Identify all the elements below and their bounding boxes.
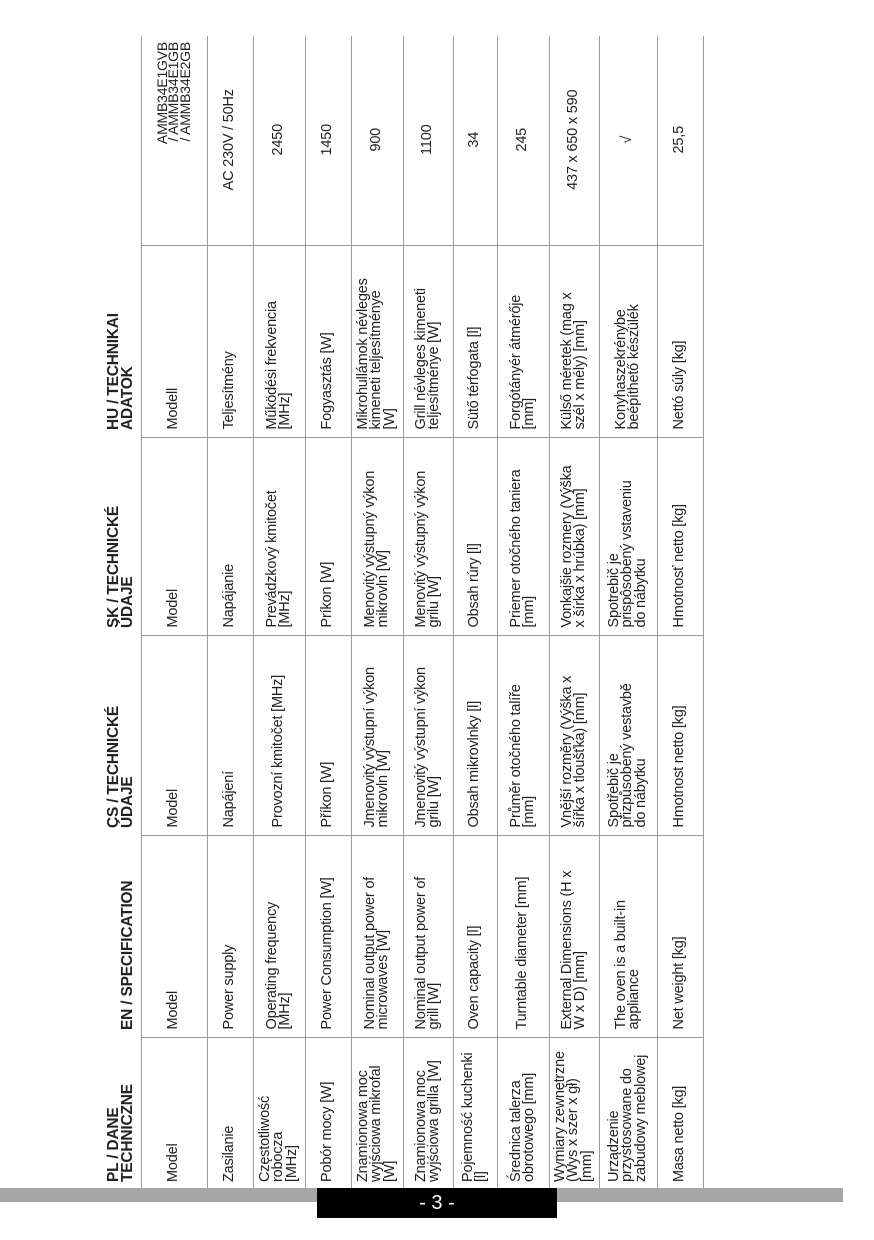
cell-hu [657, 246, 703, 438]
table-row [305, 36, 351, 1190]
cell-cs [305, 636, 351, 836]
table-row [453, 36, 497, 1190]
cell-sk [305, 438, 351, 636]
cell-text: Model [165, 991, 182, 1030]
cell-cs [657, 636, 703, 836]
cell-text: Príkon [W] [319, 561, 336, 628]
cell-pl [497, 1038, 549, 1190]
cell-hu [207, 246, 253, 438]
cell-text: Příkon [W] [319, 761, 336, 828]
cell-pl [141, 1038, 207, 1190]
cell-cs [141, 636, 207, 836]
cell-text: Spotřebič je přizpůsobený vestavbě do nábytku [605, 683, 649, 828]
cell-en [305, 836, 351, 1038]
cell-text: Power Consumption [W] [319, 877, 336, 1030]
cell-sk [141, 438, 207, 636]
cell-en [549, 836, 599, 1038]
cell-sk [403, 438, 453, 636]
cell-text: 34 [466, 131, 483, 148]
cell-text: Model [165, 1143, 182, 1182]
cell-cs [403, 636, 453, 836]
cell-en [141, 836, 207, 1038]
cell-en [403, 836, 453, 1038]
cell-en [351, 836, 403, 1038]
cell-en [497, 836, 549, 1038]
table-row [657, 36, 703, 1190]
cell-text: AMMB34E1GVB / AMMB34E1GB / AMMB34E2GB [153, 42, 193, 145]
cell-value [549, 36, 599, 246]
cell-text: Provozní kmitočet [MHz] [270, 674, 287, 828]
header-value [65, 36, 141, 246]
cell-hu [141, 246, 207, 438]
cell-text: Obsah mikrovlnky [l] [466, 700, 483, 828]
cell-text: Znamionowa moc wyjściowa grilla [W] [412, 1060, 442, 1182]
cell-pl [403, 1038, 453, 1190]
cell-text: Net weight [kg] [671, 936, 688, 1030]
cell-text: Napájanie [221, 564, 238, 628]
cell-value [351, 36, 403, 246]
header-hu: HU / TECHNIKAI ADATOK [65, 246, 141, 438]
cell-text: 900 [368, 127, 385, 152]
cell-text: √ [619, 135, 636, 144]
cell-pl [549, 1038, 599, 1190]
cell-pl [253, 1038, 305, 1190]
cell-hu [403, 246, 453, 438]
cell-value [453, 36, 497, 246]
table-row [599, 36, 657, 1190]
cell-cs [351, 636, 403, 836]
cell-text: Nominal output power of microwaves [W] [361, 876, 391, 1030]
cell-text: 1100 [419, 124, 436, 155]
cell-text: Power supply [221, 944, 238, 1030]
cell-text: 2450 [270, 124, 287, 156]
cell-text: Spotrebič je prispôsobený vstaveniu do nábytku [605, 480, 649, 628]
cell-text: 25,5 [671, 126, 688, 154]
table-row [351, 36, 403, 1190]
cell-hu [599, 246, 657, 438]
cell-text: Zasilanie [221, 1125, 238, 1182]
cell-cs [599, 636, 657, 836]
cell-pl [207, 1038, 253, 1190]
cell-text: Jmenovitý výstupní výkon grilu [W] [412, 667, 442, 828]
cell-text: External Dimensions (H x W x D) [mm] [558, 870, 588, 1030]
cell-text: Vonkajšie rozmery (Výška x šírka x hrúbka) [mm] [558, 465, 588, 628]
cell-pl [305, 1038, 351, 1190]
header-row [65, 36, 141, 1190]
table-row [141, 36, 207, 1190]
table-row [497, 36, 549, 1190]
cell-value [657, 36, 703, 246]
cell-value [305, 36, 351, 246]
table-row [403, 36, 453, 1190]
cell-text: Prevádzkový kmitočet [MHz] [263, 490, 293, 628]
cell-sk [657, 438, 703, 636]
cell-text: Fogyasztás [W] [319, 332, 336, 430]
cell-sk [351, 438, 403, 636]
cell-text: Konyhaszekrénybe beépíthető készülék [612, 304, 642, 430]
header-pl: PL / DANE TECHNICZNE [65, 1038, 141, 1190]
cell-text: 437 x 650 x 590 [565, 89, 582, 190]
cell-sk [253, 438, 305, 636]
cell-value [207, 36, 253, 246]
cell-text: Modell [165, 387, 182, 430]
header-en: EN / SPECIFICATION [65, 836, 141, 1038]
cell-sk [549, 438, 599, 636]
table-row [549, 36, 599, 1190]
cell-en [207, 836, 253, 1038]
table-row [207, 36, 253, 1190]
cell-text: Pobór mocy [W] [319, 1081, 336, 1182]
cell-hu [351, 246, 403, 438]
cell-text: Jmenovitý výstupní výkon mikrovln [W] [361, 667, 391, 828]
cell-sk [497, 438, 549, 636]
cell-cs [453, 636, 497, 836]
cell-pl [453, 1038, 497, 1190]
cell-text: Średnica talerza obrotowego [mm] [507, 1072, 537, 1182]
cell-en [599, 836, 657, 1038]
header-cs: CS / TECHNICKÉ ÚDAJE [65, 636, 141, 836]
cell-hu [497, 246, 549, 438]
cell-cs [497, 636, 549, 836]
cell-text: 1450 [319, 124, 336, 156]
cell-cs [207, 636, 253, 836]
cell-sk [599, 438, 657, 636]
cell-text: Průměr otočného talíře [mm] [507, 684, 537, 828]
cell-text: AC 230V / 50Hz [221, 89, 238, 191]
cell-text: Menovitý výstupný výkon grilu [W] [412, 470, 442, 628]
cell-text: Forgótányér átmérője [mm] [507, 294, 537, 430]
cell-text: Turntable diameter [mm] [514, 876, 531, 1030]
cell-text: Obsah rúry [l] [466, 543, 483, 628]
cell-text: Hmotnost netto [kg] [671, 705, 688, 828]
cell-sk [207, 438, 253, 636]
cell-text: Model [165, 789, 182, 828]
cell-cs [253, 636, 305, 836]
cell-text: Hmotnosť netto [kg] [671, 504, 688, 628]
cell-hu [253, 246, 305, 438]
cell-text: Nominal output power of grill [W] [412, 876, 442, 1030]
cell-text: Mikrohullámok névleges kimeneti teljesítménye [W] [354, 278, 398, 430]
table-row [253, 36, 305, 1190]
cell-text: Működési frekvencia [MHz] [263, 301, 293, 430]
cell-text: Oven capacity [l] [466, 925, 483, 1030]
cell-hu [305, 246, 351, 438]
cell-pl [351, 1038, 403, 1190]
cell-text: Masa netto [kg] [671, 1085, 688, 1182]
cell-text: Pojemność kuchenki [l] [459, 1052, 489, 1182]
cell-en [657, 836, 703, 1038]
cell-text: Urządzenie przystosowane do zabudowy meblowej [605, 1054, 649, 1182]
cell-text: Operating frequency [MHz] [263, 901, 293, 1030]
cell-hu [453, 246, 497, 438]
cell-pl [657, 1038, 703, 1190]
cell-value [599, 36, 657, 246]
cell-text: Menovitý výstupný výkon mikrovln [W] [361, 470, 391, 628]
cell-value [253, 36, 305, 246]
cell-text: 245 [514, 127, 531, 152]
cell-text: Częstotliwość robocza [MHz] [256, 1095, 300, 1182]
cell-text: Znamionowa moc wyjściowa mikrofal [W] [354, 1065, 398, 1182]
cell-value [403, 36, 453, 246]
cell-text: Nettó súly [kg] [671, 340, 688, 430]
page-number: - 3 - [317, 1188, 557, 1218]
cell-text: Model [165, 589, 182, 628]
cell-value [497, 36, 549, 246]
cell-text: Vnější rozměry (Výška x šířka x tloušťka) [mm] [558, 675, 588, 828]
cell-hu [549, 246, 599, 438]
cell-value [141, 36, 207, 246]
spec-table-rotated [65, 36, 688, 1190]
cell-text: Külső méretek (mag x szél x mély) [mm] [558, 292, 588, 430]
cell-text: Napájení [221, 771, 238, 828]
cell-cs [549, 636, 599, 836]
cell-text: The oven is a built-in appliance [612, 900, 642, 1030]
cell-text: Priemer otočného taniera [mm] [507, 469, 537, 628]
cell-text: Sütő térfogata [l] [466, 326, 483, 430]
spec-table [65, 36, 704, 1190]
cell-en [453, 836, 497, 1038]
cell-text: Teljesítmény [221, 351, 238, 430]
cell-pl [599, 1038, 657, 1190]
cell-sk [453, 438, 497, 636]
header-sk: SK / TECHNICKÉ ÚDAJE [65, 438, 141, 636]
cell-text: Grill névleges kimeneti teljesítménye [W] [412, 288, 442, 430]
cell-en [253, 836, 305, 1038]
cell-text: Wymiary zewnętrzne (Wys x szer x gł) [mm] [551, 1051, 595, 1182]
